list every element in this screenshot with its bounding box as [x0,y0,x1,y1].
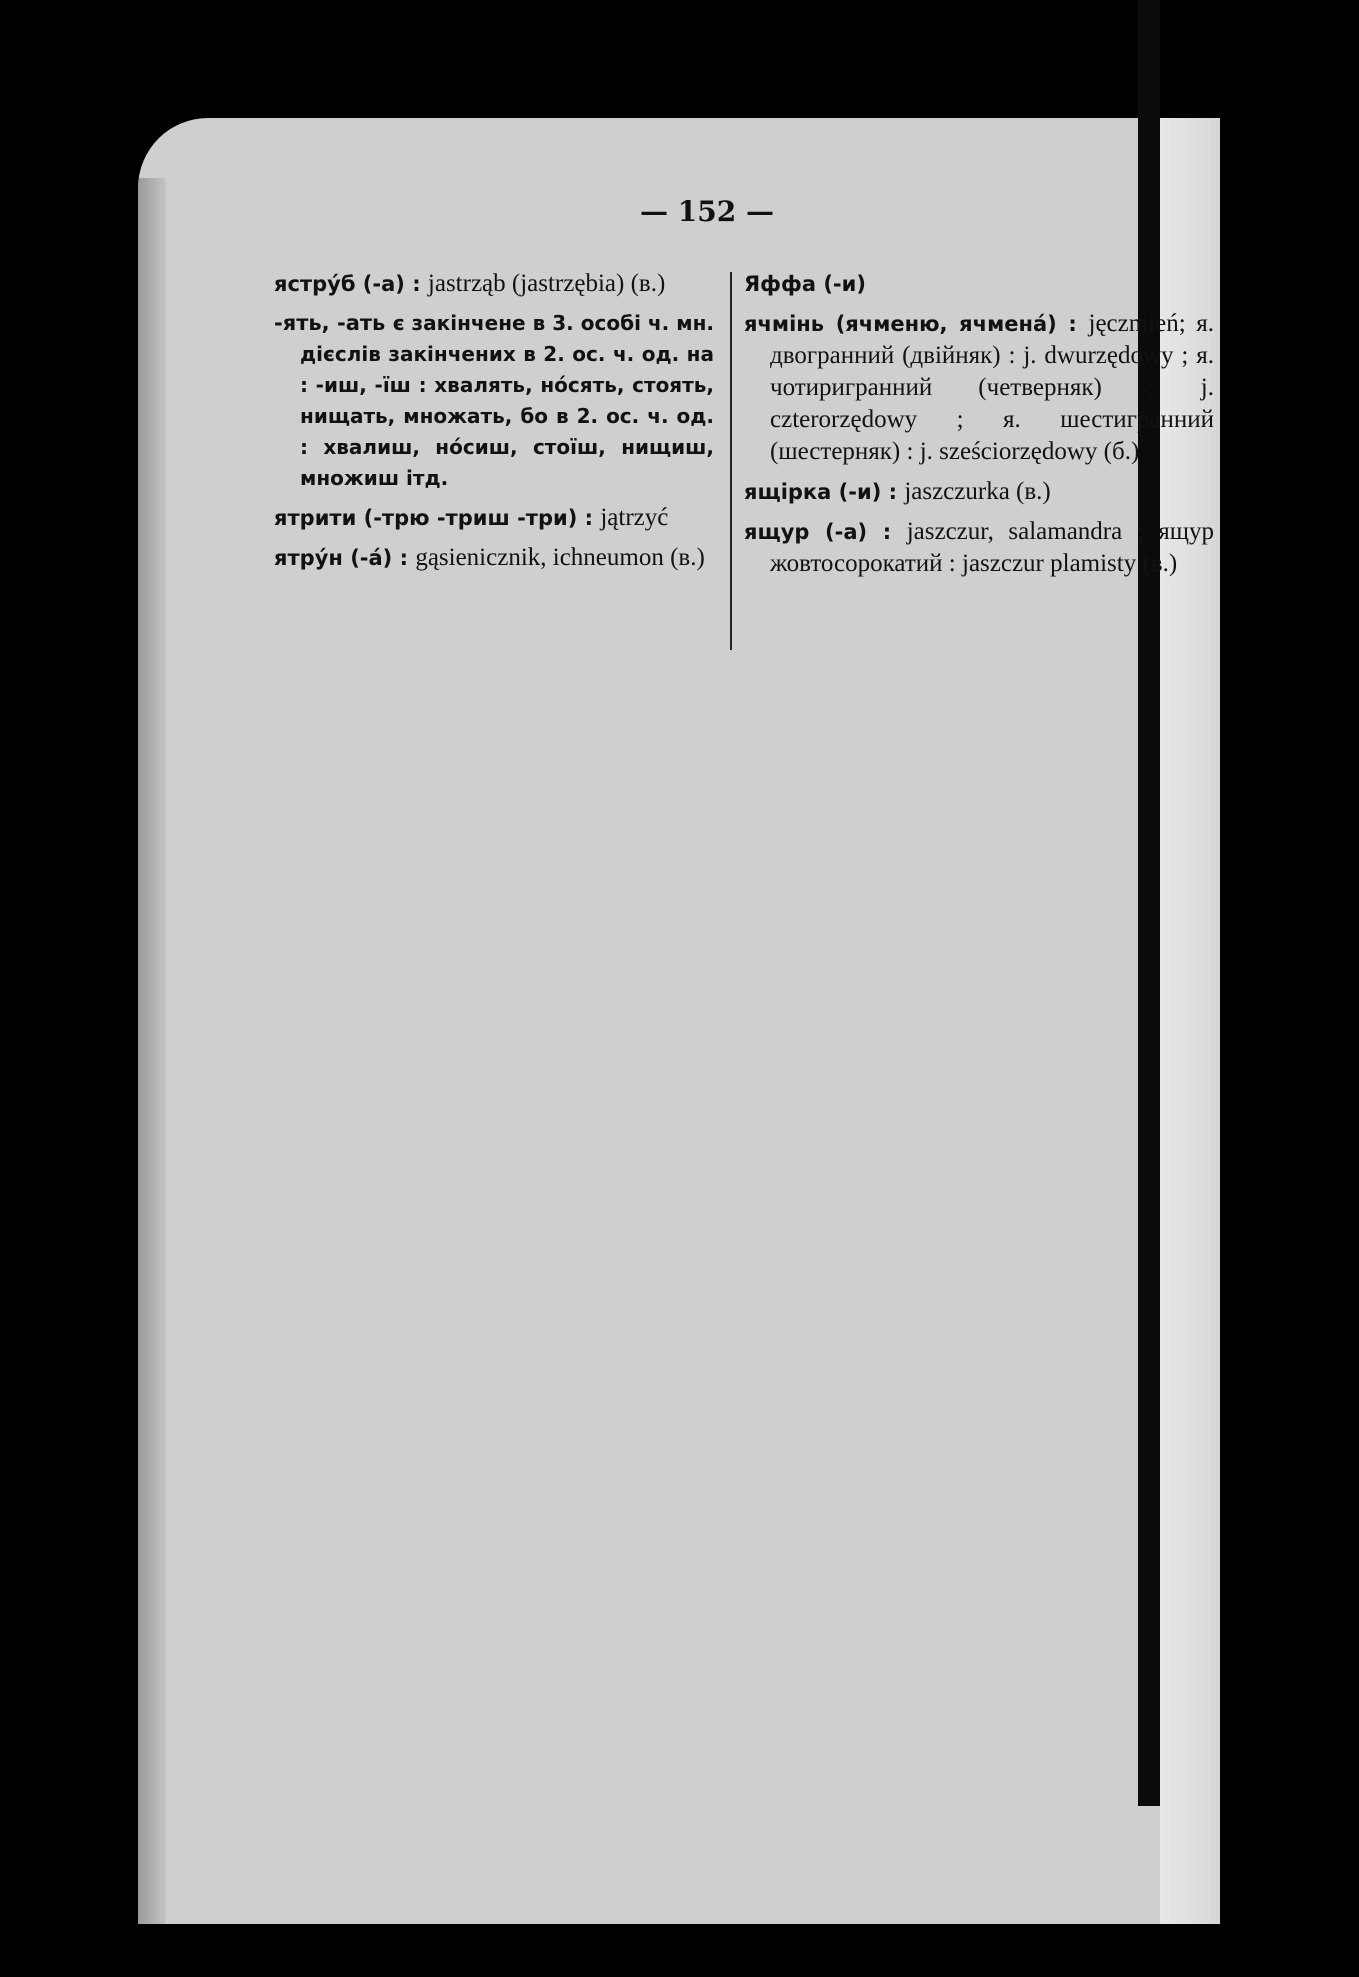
definition: jaszczurka (в.) [904,478,1051,505]
headword: ятрити (-трю -триш -три) : [274,506,594,530]
left-column [274,268,714,582]
headword: Яффа (-и) [744,272,866,296]
headword: ящірка (-и) : [744,480,897,504]
dictionary-entry [744,268,1214,300]
dictionary-entry [744,308,1214,468]
right-column [744,268,1214,588]
headword: ячмінь (ячменю, ячменá) : [744,312,1077,336]
page-left-edge [138,178,166,1924]
dictionary-entry [274,308,714,494]
definition: jęczmień; я. двогранний (двійняк) : j. dwurzędowy ; я. чотиригранний (четверняк) : j. czterorzędowy ; я. шестигранний (шестерняк) : j. sześciorzędowy (б.) [770,310,1215,465]
page-number: — 152 — [640,195,774,228]
definition: jastrząb (jastrzębia) (в.) [427,270,666,297]
definition: є закінчене в 3. особі ч. мн. дієслів закінчених в 2. ос. ч. од. на : -иш, -їш : хвалять, нóсять, стоять, нищать, множать, бо в 2. ос. ч. од. : хвалиш, нóсиш, стоїш, нищиш, множиш ітд. [300,311,715,490]
definition: jaszczur, salamandra ; ящур жовтосорокатий : jaszczur plamisty (в.) [770,518,1214,577]
headword: ястрýб (-а) : [274,272,421,296]
dictionary-entry [274,268,714,300]
definition: jątrzyć [600,504,669,531]
definition: gąsienicznik, ichneumon (в.) [415,544,705,571]
headword: ятрýн (-á) : [274,546,408,570]
dictionary-entry [744,476,1214,508]
dictionary-entry [744,516,1214,580]
dictionary-entry [274,542,714,574]
headword: -ять, -ать [274,311,386,335]
headword: ящур (-а) : [744,520,892,544]
column-divider [730,272,732,650]
dictionary-entry [274,502,714,534]
scan-border [1220,100,1359,1977]
